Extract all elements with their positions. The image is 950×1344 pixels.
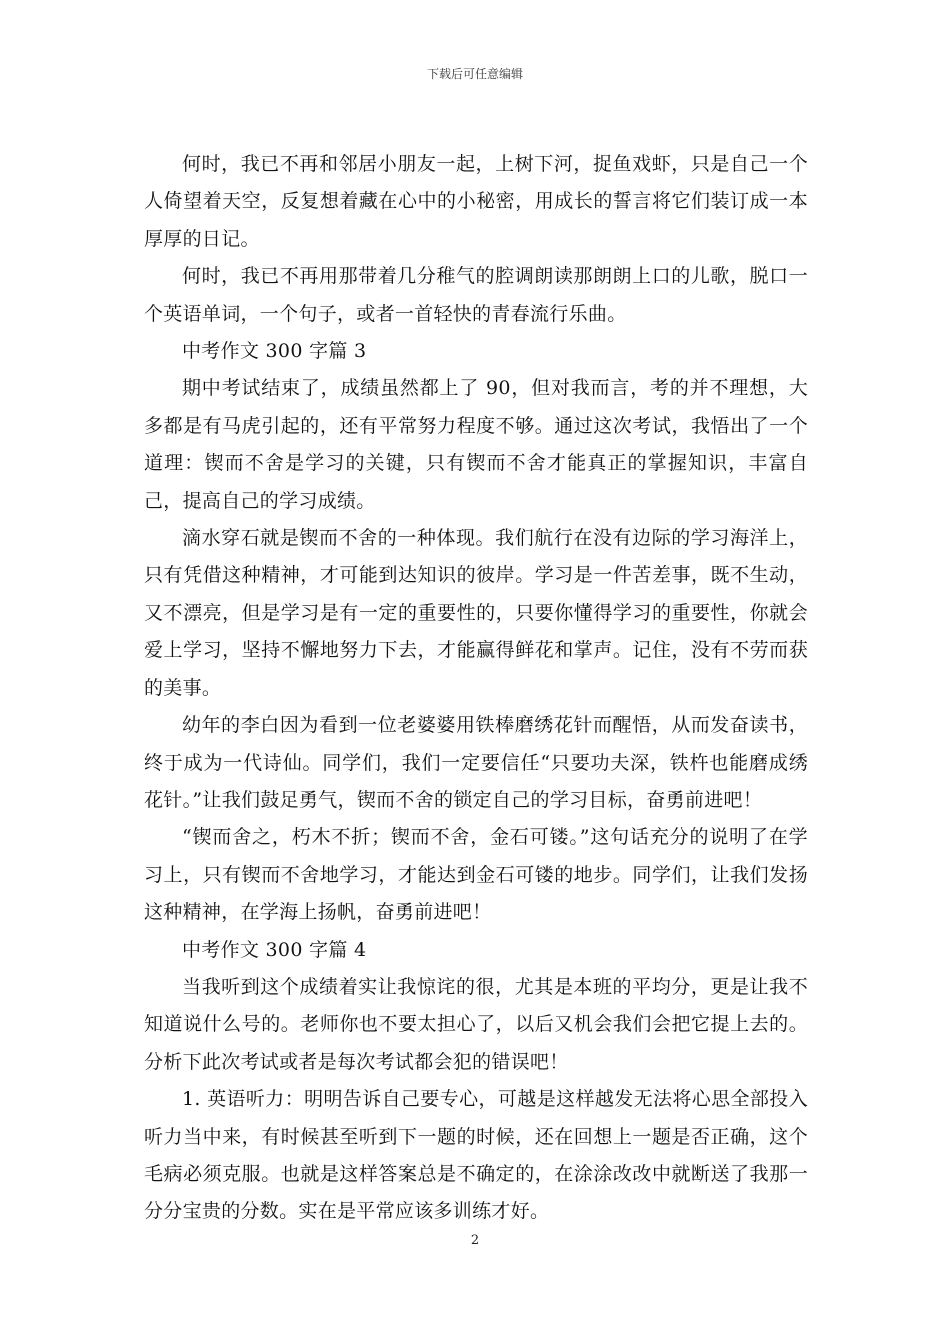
paragraph: 何时，我已不再和邻居小朋友一起，上树下河，捉鱼戏虾，只是自己一个人倚望着天空，反复想着藏在心中的小秘密，用成长的誓言将它们装订成一本厚厚的日记。 (144, 153, 808, 250)
section-heading: 中考作文 300 字篇 4 (182, 938, 367, 961)
paragraph: 当我听到这个成绩着实让我惊诧的很，尤其是本班的平均分，更是让我不知道说什么号的。老师你也不要太担心了，以后又机会我们会把它提上去的。分析下此次考试或者是每次考试都会犯的错误吧！ (144, 975, 808, 1073)
paragraph: 何时，我已不再用那带着几分稚气的腔调朗读那朗朗上口的儿歌，脱口一个英语单词，一个句子，或者一首轻快的青春流行乐曲。 (144, 265, 808, 325)
paragraph: “锲而舍之，朽木不折；锲而不舍，金石可镂。”这句话充分的说明了在学习上，只有锲而不舍地学习，才能达到金石可镂的地步。同学们，让我们发扬这种精神，在学海上扬帆，奋勇前进吧！ (144, 826, 808, 924)
document-body (144, 146, 808, 1231)
section-heading: 中考作文 300 字篇 3 (182, 340, 367, 363)
paragraph: 幼年的李白因为看到一位老婆婆用铁棒磨绣花针而醒悟，从而发奋读书，终于成为一代诗仙。同学们，我们一定要信任“只要功夫深，铁杵也能磨成绣花针。”让我们鼓足勇气，锲而不舍的锁定自己的学习目标，奋勇前进吧！ (144, 714, 808, 811)
page-number: 2 (470, 1233, 480, 1248)
paragraph: 期中考试结束了，成绩虽然都上了 90，但对我而言，考的并不理想，大多都是有马虎引起的，还有平常努力程度不够。通过这次考试，我悟出了一个道理：锲而不舍是学习的关键，只有锲而不舍才能真正的掌握知识，丰富自己，提高自己的学习成绩。 (144, 377, 808, 512)
paragraph: 1. 英语听力：明明告诉自己要专心，可越是这样越发无法将心思全部投入听力当中来，有时候甚至听到下一题的时候，还在回想上一题是否正确，这个毛病必须克服。也就是这样答案总是不确定的，在涂涂改改中就断送了我那一分分宝贵的分数。实在是平常应该多训练才好。 (144, 1088, 808, 1223)
page-header: 下载后可任意编辑 (426, 67, 523, 81)
paragraph: 滴水穿石就是锲而不舍的一种体现。我们航行在没有边际的学习海洋上，只有凭借这种精神，才可能到达知识的彼岸。学习是一件苦差事，既不生动，又不漂亮，但是学习是有一定的重要性的，只要你懂得学习的重要性，你就会爱上学习，坚持不懈地努力下去，才能赢得鲜花和掌声。记住，没有不劳而获的美事。 (144, 527, 808, 699)
